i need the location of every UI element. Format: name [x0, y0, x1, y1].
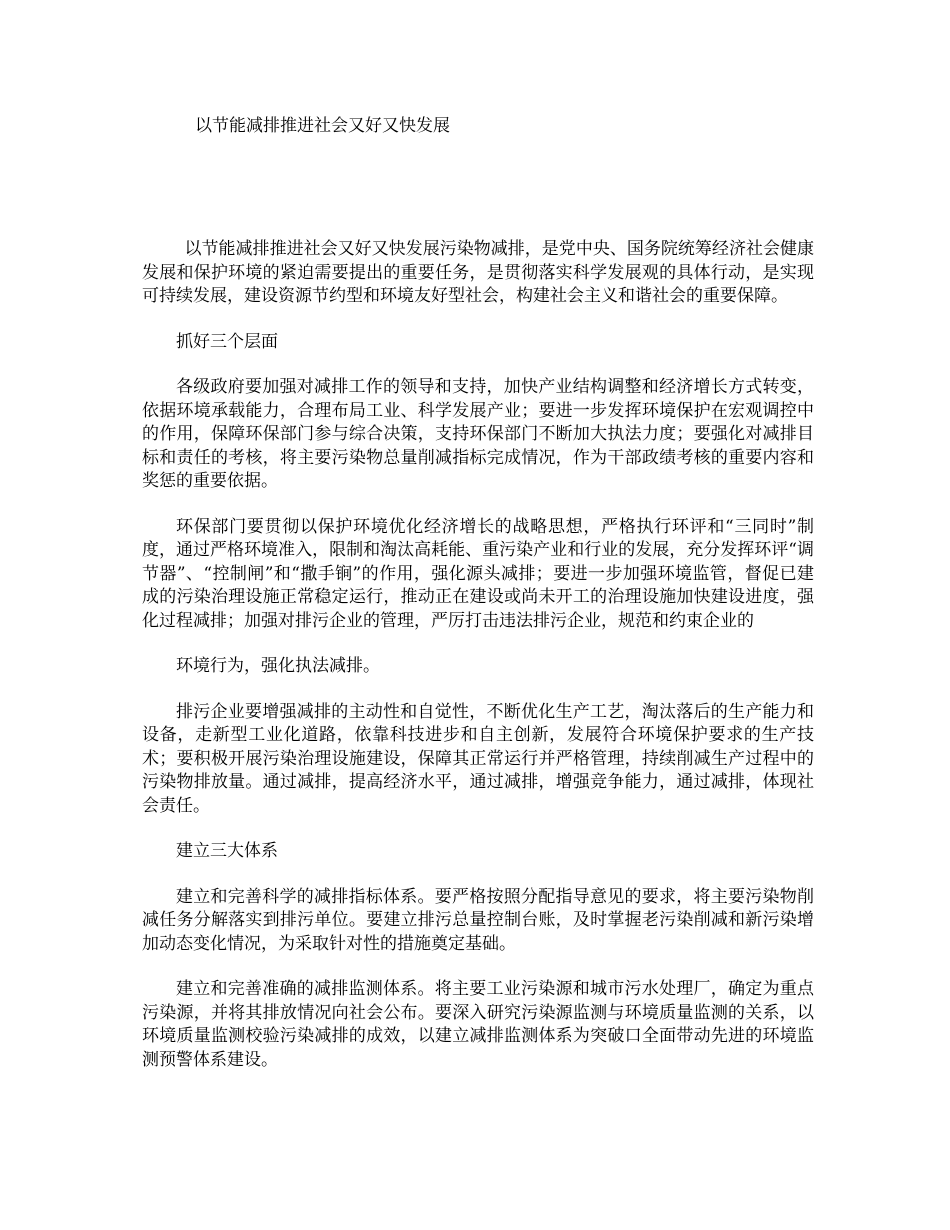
paragraph-government: 各级政府要加强对减排工作的领导和支持，加快产业结构调整和经济增长方式转变，依据环境承载能力，合理布局工业、科学发展产业；要进一步发挥环境保护在宏观调控中的作用，保障环保部门参与综合决策，支持环保部门不断加大执法力度；要强化对减排目标和责任的考核，将主要污染物总量削减指标完成情况，作为干部政绩考核的重要内容和奖惩的重要依据。 [142, 377, 814, 491]
section-heading-three-systems: 建立三大体系 [176, 841, 278, 861]
document-title: 以节能减排推进社会又好又快发展 [195, 116, 450, 136]
document-body [142, 238, 814, 1094]
paragraph-monitoring-system: 建立和完善准确的减排监测体系。将主要工业污染源和城市污水处理厂，确定为重点污染源，并将其排放情况向社会公布。要深入研究污染源监测与环境质量监测的关系，以环境质量监测校验污染减排的成效，以建立减排监测体系为突破口全面带动先进的环境监测预警体系建设。 [142, 979, 814, 1070]
section-heading-three-levels: 抓好三个层面 [176, 331, 278, 352]
paragraph-indicator-system: 建立和完善科学的减排指标体系。要严格按照分配指导意见的要求，将主要污染物削减任务分解落实到排污单位。要建立排污总量控制台账，及时掌握老污染削减和新污染增加动态变化情况，为采取针对性的措施奠定基础。 [142, 886, 814, 954]
paragraph-enterprises: 排污企业要增强减排的主动性和自觉性，不断优化生产工艺，淘汰落后的生产能力和设备，走新型工业化道路，依靠科技进步和自主创新，发展符合环境保护要求的生产技术；要积极开展污染治理设施建设，保障其正常运行并严格管理，持续削减生产过程中的污染物排放量。通过减排，提高经济水平，通过减排，增强竞争能力，通过减排，体现社会责任。 [142, 701, 814, 816]
paragraph-environmental-departments: 环保部门要贯彻以保护环境优化经济增长的战略思想，严格执行环评和“三同时”制度，通过严格环境准入，限制和淘汰高耗能、重污染产业和行业的发展，充分发挥环评“调节器”、“控制闸”和“撒手锏”的作用，强化源头减排；要进一步加强环境监管，督促已建成的污染治理设施正常稳定运行，推动正在建设或尚未开工的治理设施加快建设进度，强化过程减排；加强对排污企业的管理，严厉打击违法排污企业，规范和约束企业的 [142, 516, 814, 631]
lead-paragraph: 以节能减排推进社会又好又快发展污染物减排，是党中央、国务院统筹经济社会健康发展和保护环境的紧迫需要提出的重要任务，是贯彻落实科学发展观的具体行动，是实现可持续发展，建设资源节约型和环境友好型社会，构建社会主义和谐社会的重要保障。 [142, 239, 814, 306]
paragraph-enforcement: 环境行为，强化执法减排。 [176, 656, 380, 676]
